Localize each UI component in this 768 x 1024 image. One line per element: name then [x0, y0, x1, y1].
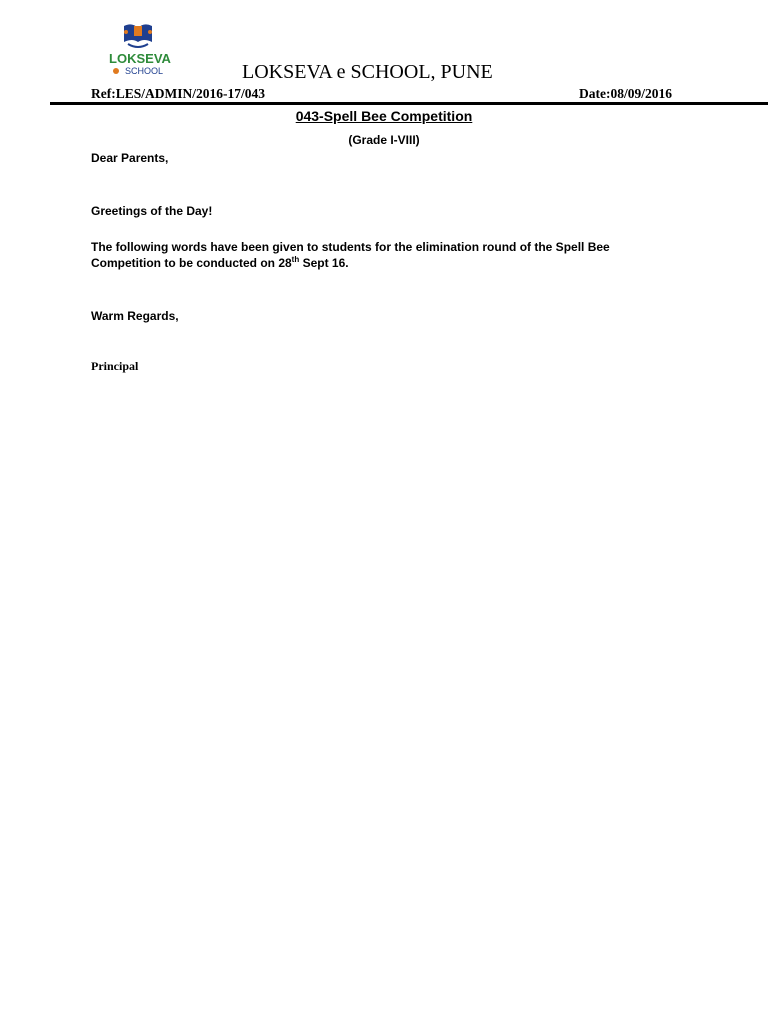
- body-paragraph: [91, 239, 610, 271]
- body-paragraph-line1: The following words have been given to students for the elimination round of the Spell Bee: [91, 240, 610, 254]
- ordinal-suffix: th: [291, 255, 300, 264]
- signature: Principal: [91, 359, 139, 373]
- school-logo-icon: [104, 20, 176, 80]
- grade-range: (Grade I-VIII): [348, 133, 420, 147]
- letter-date: Date:08/09/2016: [579, 86, 672, 101]
- salutation: Dear Parents,: [91, 151, 169, 165]
- logo-text-top: LOKSEVA: [109, 51, 171, 66]
- subject-title: [0, 107, 768, 125]
- header-divider: [50, 102, 768, 105]
- body-line2-start: Competition to be conducted on 28: [91, 256, 292, 270]
- logo-text-bottom: SCHOOL: [124, 66, 164, 76]
- body-line2-end: Sept 16.: [299, 256, 349, 270]
- reference-number: Ref:LES/ADMIN/2016-17/043: [91, 86, 265, 101]
- subject-title-text: 043-Spell Bee Competition: [295, 108, 473, 124]
- school-logo: [104, 20, 176, 80]
- body-paragraph-line2: [91, 255, 610, 271]
- school-name: LOKSEVA e SCHOOL, PUNE: [242, 61, 493, 83]
- greeting: Greetings of the Day!: [91, 204, 213, 218]
- closing: Warm Regards,: [91, 309, 179, 323]
